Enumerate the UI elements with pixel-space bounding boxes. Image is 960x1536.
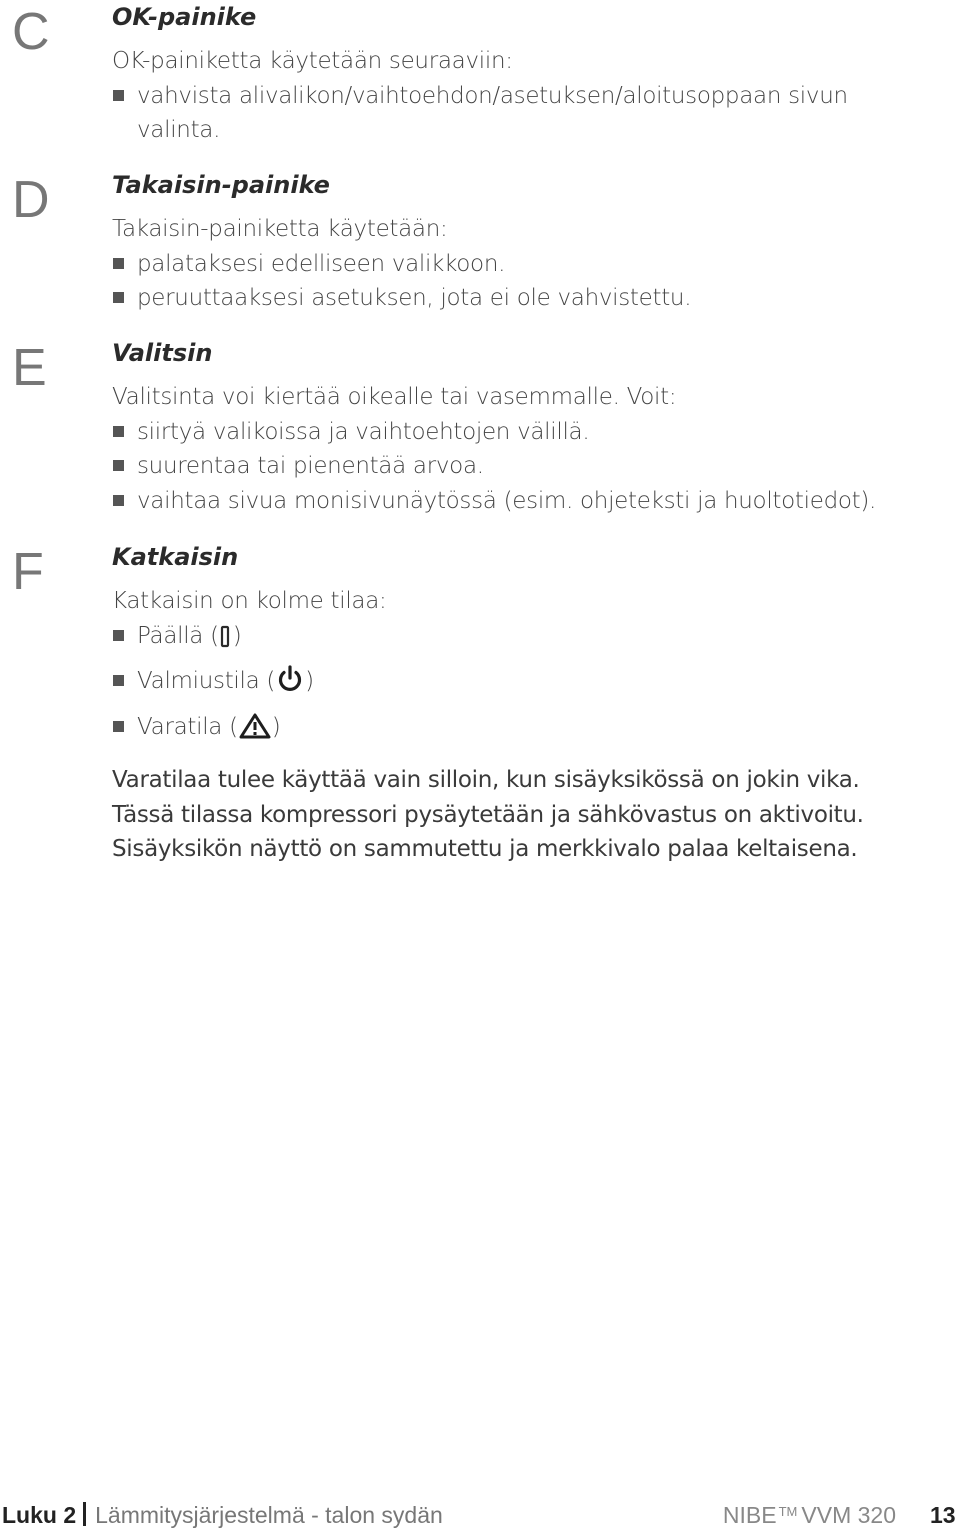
- model-name: VVM 320: [801, 1502, 896, 1528]
- intro-text: Takaisin-painiketta käytetään:: [112, 216, 448, 242]
- heading-back-button: Takaisin-painike: [112, 171, 330, 199]
- section-letter-d: D: [12, 171, 50, 229]
- on-icon: [220, 624, 232, 659]
- backup-mode-paragraph: [112, 763, 942, 867]
- trademark-sign: TM: [778, 1504, 798, 1519]
- list-item-on: Päällä ( ): [112, 619, 942, 665]
- intro-text: Valitsinta voi kiertää oikealle tai vasemmalle. Voit:: [112, 384, 677, 410]
- section-letter-f: F: [12, 543, 44, 601]
- list-item: vaihtaa sivua monisivunäytössä (esim. ohjeteksti ja huoltotiedot).: [112, 484, 942, 519]
- bullet-square-icon: [113, 721, 124, 732]
- chapter-label: Luku 2: [2, 1502, 77, 1528]
- footer-divider: [83, 1502, 86, 1526]
- standby-power-icon: [276, 665, 304, 704]
- paragraph-line: Sisäyksikön näyttö on sammutettu ja merkkivalo palaa keltaisena.: [112, 836, 858, 862]
- list-item: suurentaa tai pienentää arvoa.: [112, 449, 942, 484]
- bullet-square-icon: [113, 675, 124, 686]
- heading-ok-button: OK-painike: [112, 3, 257, 31]
- paragraph-line: Varatilaa tulee käyttää vain silloin, kun sisäyksikössä on jokin vika.: [112, 767, 860, 793]
- list-item-backup-mode: Varatila ( ): [112, 710, 942, 756]
- chapter-subtitle: Lämmitysjärjestelmä - talon sydän: [95, 1502, 443, 1528]
- list-item: peruuttaaksesi asetuksen, jota ei ole vahvistettu.: [112, 281, 942, 316]
- list-item: palataksesi edelliseen valikkoon.: [112, 247, 942, 282]
- heading-power-switch: Katkaisin: [112, 543, 239, 571]
- list-item-continuation: valinta.: [137, 117, 221, 143]
- bullet-square-icon: [113, 426, 124, 437]
- bullet-square-icon: [113, 630, 124, 641]
- bullet-square-icon: [113, 258, 124, 269]
- list-item: vahvista alivalikon/vaihtoehdon/asetuksen/aloitusoppaan sivun: [112, 79, 942, 114]
- intro-text: Katkaisin on kolme tilaa:: [112, 588, 387, 614]
- intro-text: OK-painiketta käytetään seuraaviin:: [112, 48, 513, 74]
- warning-triangle-icon: [239, 713, 271, 750]
- brand-name: NIBE: [722, 1502, 777, 1528]
- list-item: siirtyä valikoissa ja vaihtoehtojen välillä.: [112, 415, 942, 450]
- bullet-square-icon: [113, 90, 124, 101]
- bullet-square-icon: [113, 292, 124, 303]
- footer-product-info: [723, 1502, 960, 1529]
- list-item-standby: Valmiustila ( ): [112, 664, 942, 710]
- page-number: 13: [930, 1502, 956, 1528]
- footer-chapter-info: [2, 1502, 443, 1529]
- paragraph-line: Tässä tilassa kompressori pysäytetään ja sähkövastus on aktivoitu.: [112, 801, 864, 828]
- heading-selector-dial: Valitsin: [112, 339, 213, 367]
- section-letter-c: C: [12, 3, 50, 61]
- section-letter-e: E: [12, 339, 47, 397]
- bullet-square-icon: [113, 460, 124, 471]
- page-footer: [0, 1496, 960, 1536]
- bullet-square-icon: [113, 495, 124, 506]
